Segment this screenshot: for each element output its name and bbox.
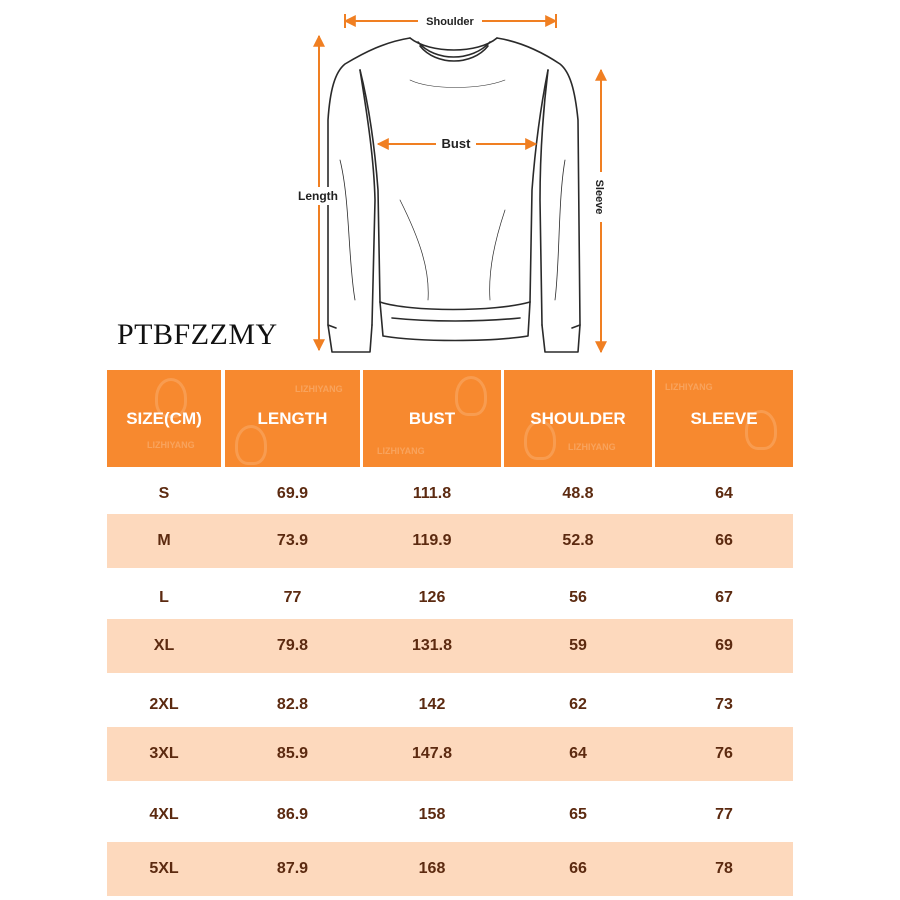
cell-length: 77	[283, 589, 302, 606]
header-shoulder: LIZHIYANG SHOULDER	[504, 370, 652, 467]
cell-bust: 147.8	[411, 745, 453, 762]
cell-length: 82.8	[276, 696, 309, 713]
cell-shoulder: 56	[569, 589, 587, 606]
cell-size: XL	[153, 637, 175, 654]
sweatshirt-diagram	[0, 0, 900, 365]
table-row	[107, 571, 793, 625]
table-row	[107, 514, 793, 568]
cell-length: 79.8	[276, 637, 309, 654]
cell-bust: 119.9	[412, 532, 452, 549]
cell-size: 4XL	[149, 806, 179, 823]
cell-length: 86.9	[276, 806, 309, 823]
cell-shoulder: 52.8	[562, 532, 594, 549]
cell-length: 73.9	[276, 532, 309, 549]
table-row	[107, 678, 793, 732]
cell-bust: 131.8	[411, 637, 453, 654]
cell-shoulder: 65	[569, 806, 587, 823]
header-length: LIZHIYANG LENGTH	[225, 370, 360, 467]
cell-length: 87.9	[276, 860, 309, 877]
cell-length: 85.9	[276, 745, 309, 762]
cell-sleeve: 78	[715, 860, 733, 877]
sweatshirt-outline-icon	[328, 38, 580, 352]
cell-sleeve: 76	[715, 745, 733, 762]
cell-size: S	[158, 485, 170, 502]
cell-sleeve: 66	[715, 532, 733, 549]
brand-name: PTBFZZMY	[117, 318, 278, 351]
cell-shoulder: 48.8	[562, 485, 594, 502]
cell-sleeve: 69	[715, 637, 733, 654]
cell-size: 5XL	[149, 860, 179, 877]
cell-size: M	[157, 532, 171, 549]
cell-size: 2XL	[149, 696, 179, 713]
table-row	[107, 727, 793, 781]
table-header-row	[107, 370, 793, 467]
length-label: Length	[298, 189, 338, 203]
cell-bust: 142	[418, 696, 446, 713]
header-sleeve: LIZHIYANG SLEEVE	[655, 370, 793, 467]
table-row	[107, 467, 793, 521]
cell-length: 69.9	[276, 485, 309, 502]
table-row	[107, 619, 793, 673]
cell-bust: 111.8	[412, 485, 452, 502]
cell-size: L	[159, 589, 169, 606]
shoulder-label: Shoulder	[426, 16, 474, 28]
cell-shoulder: 66	[569, 860, 587, 877]
cell-shoulder: 59	[569, 637, 587, 654]
cell-bust: 168	[418, 860, 446, 877]
bust-label: Bust	[441, 136, 471, 151]
cell-sleeve: 73	[715, 696, 733, 713]
header-size: LIZHIYANG SIZE(CM)	[107, 370, 221, 467]
table-row	[107, 788, 793, 842]
size-chart-table	[107, 370, 793, 898]
cell-size: 3XL	[149, 745, 179, 762]
table-row	[107, 842, 793, 896]
sleeve-label: Sleeve	[593, 179, 605, 215]
cell-shoulder: 64	[569, 745, 587, 762]
cell-shoulder: 62	[569, 696, 587, 713]
cell-sleeve: 64	[715, 485, 733, 502]
cell-sleeve: 77	[715, 806, 733, 823]
header-bust: LIZHIYANG BUST	[363, 370, 501, 467]
cell-bust: 126	[418, 589, 446, 606]
cell-bust: 158	[418, 806, 446, 823]
cell-sleeve: 67	[715, 589, 733, 606]
